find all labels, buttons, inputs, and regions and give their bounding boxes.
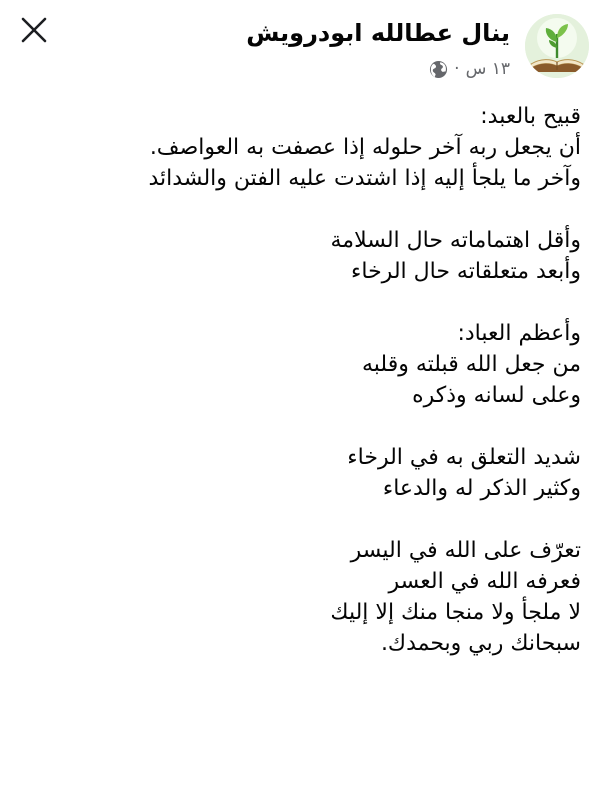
post-line: وكثير الذكر له والدعاء <box>382 476 581 501</box>
post-line: أن يجعل ربه آخر حلوله إذا عصفت به العواصف. <box>149 135 581 160</box>
post-header <box>0 0 607 90</box>
post-line: من جعل الله قبلته وقلبه <box>361 352 581 377</box>
post-meta <box>429 58 510 80</box>
post-line: وعلى لسانه وذكره <box>412 383 581 408</box>
post-line: سبحانك ربي وبحمدك. <box>380 631 581 656</box>
post-stanza <box>21 225 581 287</box>
post-line: وأبعد متعلقاته حال الرخاء <box>351 259 581 284</box>
post-line: فعرفه الله في العسر <box>388 569 581 594</box>
post-timestamp[interactable]: ١٣ س <box>465 59 510 79</box>
post-line: شديد التعلق به في الرخاء <box>347 445 581 470</box>
post-line: تعرّف على الله في اليسر <box>350 538 581 563</box>
avatar[interactable] <box>525 14 589 78</box>
meta-separator: · <box>454 59 460 79</box>
post-line: لا ملجأ ولا منجا منك إلا إليك <box>330 600 581 625</box>
post-stanza <box>21 318 581 411</box>
post-line: وأعظم العباد: <box>457 321 581 346</box>
author-name[interactable]: ينال عطالله ابودرويش <box>246 19 510 47</box>
post-text <box>21 101 581 659</box>
post-line: وأقل اهتماماته حال السلامة <box>330 228 581 253</box>
book-plant-logo <box>525 14 589 78</box>
close-icon <box>19 15 49 45</box>
post-line: قبيح بالعبد: <box>480 104 581 129</box>
post-stanza <box>21 101 581 194</box>
post-line: وآخر ما يلجأ إليه إذا اشتدت عليه الفتن والشدائد <box>148 166 581 191</box>
close-button[interactable] <box>14 10 54 50</box>
post-stanza <box>21 442 581 504</box>
post-stanza <box>21 535 581 659</box>
globe-icon[interactable] <box>429 60 448 79</box>
